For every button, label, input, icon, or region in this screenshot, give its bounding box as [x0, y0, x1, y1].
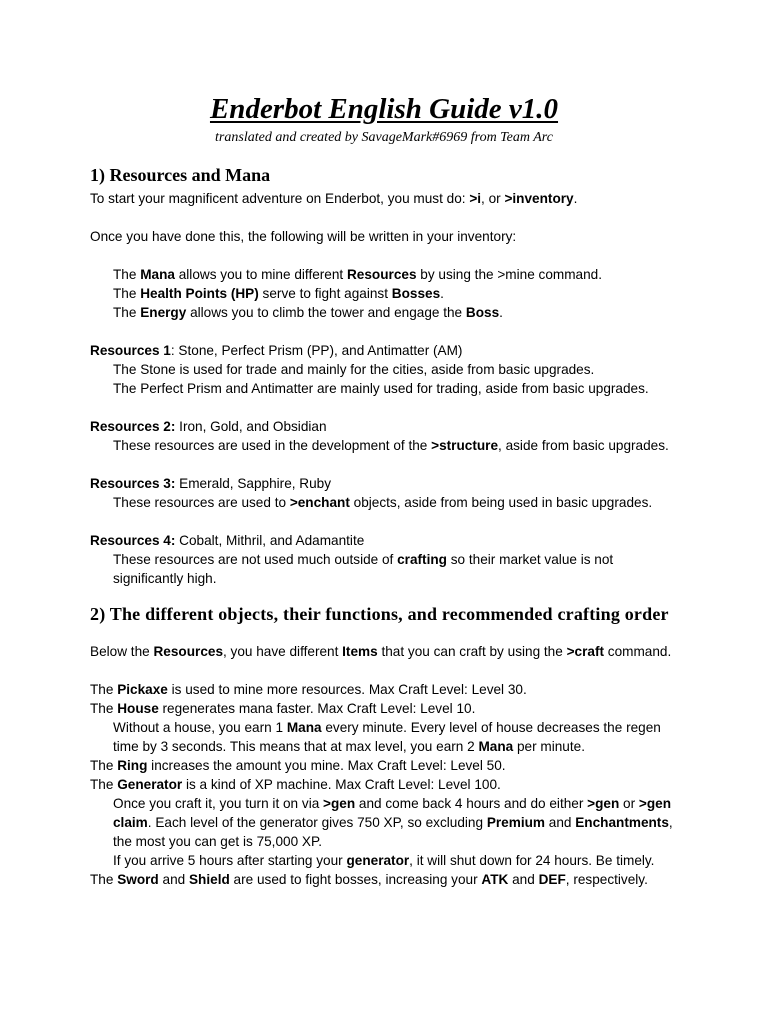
resources-4-line: Resources 4: Cobalt, Mithril, and Adamantite: [90, 533, 365, 548]
document-body: [90, 164, 690, 889]
command-inventory: >inventory: [504, 191, 574, 206]
section-1-heading: 1) Resources and Mana: [90, 165, 271, 185]
guide-subtitle: translated and created by SavageMark#6969 from Team Arc: [215, 130, 553, 145]
house-desc: Without a house, you earn 1 Mana every minute. Every level of house decreases the regen time by 3 seconds. This means that at max level, you earn 2 Mana per minute.: [113, 720, 661, 754]
resources-1-desc-2: The Perfect Prism and Antimatter are mainly used for trading, aside from basic upgrades.: [113, 381, 649, 396]
house-line: The House regenerates mana faster. Max Craft Level: Level 10.: [90, 701, 476, 716]
generator-desc-1: Once you craft it, you turn it on via >gen and come back 4 hours and do either >gen or >gen claim. Each level of the generator gives 750 XP, so excluding Premium and Enchantments, the most you can get is 75,000 XP.: [113, 796, 673, 849]
mana-line: The Mana allows you to mine different Resources by using the >mine command.: [113, 267, 603, 282]
resources-1-line: Resources 1: Stone, Perfect Prism (PP), and Antimatter (AM): [90, 343, 463, 358]
inventory-line: Once you have done this, the following will be written in your inventory:: [90, 229, 517, 244]
pickaxe-line: The Pickaxe is used to mine more resources. Max Craft Level: Level 30.: [90, 682, 527, 697]
section-2-intro: Below the Resources, you have different Items that you can craft by using the >craft command.: [90, 644, 672, 659]
intro-paragraph: To start your magnificent adventure on Enderbot, you must do: >i, or >inventory.: [90, 191, 578, 206]
energy-line: The Energy allows you to climb the tower and engage the Boss.: [113, 305, 503, 320]
section-2-heading: 2) The different objects, their functions, and recommended crafting order: [90, 604, 669, 624]
sword-shield-line: The Sword and Shield are used to fight bosses, increasing your ATK and DEF, respectively.: [90, 872, 648, 887]
generator-line: The Generator is a kind of XP machine. Max Craft Level: Level 100.: [90, 777, 501, 792]
resources-2-line: Resources 2: Iron, Gold, and Obsidian: [90, 419, 327, 434]
resources-3-line: Resources 3: Emerald, Sapphire, Ruby: [90, 476, 332, 491]
guide-title: Enderbot English Guide v1.0: [209, 93, 559, 125]
resources-2-desc: These resources are used in the development of the >structure, aside from basic upgrades.: [113, 438, 669, 453]
generator-desc-2: If you arrive 5 hours after starting your generator, it will shut down for 24 hours. Be timely.: [113, 853, 655, 868]
ring-line: The Ring increases the amount you mine. Max Craft Level: Level 50.: [90, 758, 506, 773]
command-i: >i: [469, 191, 482, 206]
resources-4-desc: These resources are not used much outside of crafting so their market value is not significantly high.: [113, 552, 614, 586]
resources-3-desc: These resources are used to >enchant objects, aside from being used in basic upgrades.: [113, 495, 653, 510]
hp-line: The Health Points (HP) serve to fight against Bosses.: [113, 286, 444, 301]
resources-1-desc-1: The Stone is used for trade and mainly for the cities, aside from basic upgrades.: [113, 362, 595, 377]
